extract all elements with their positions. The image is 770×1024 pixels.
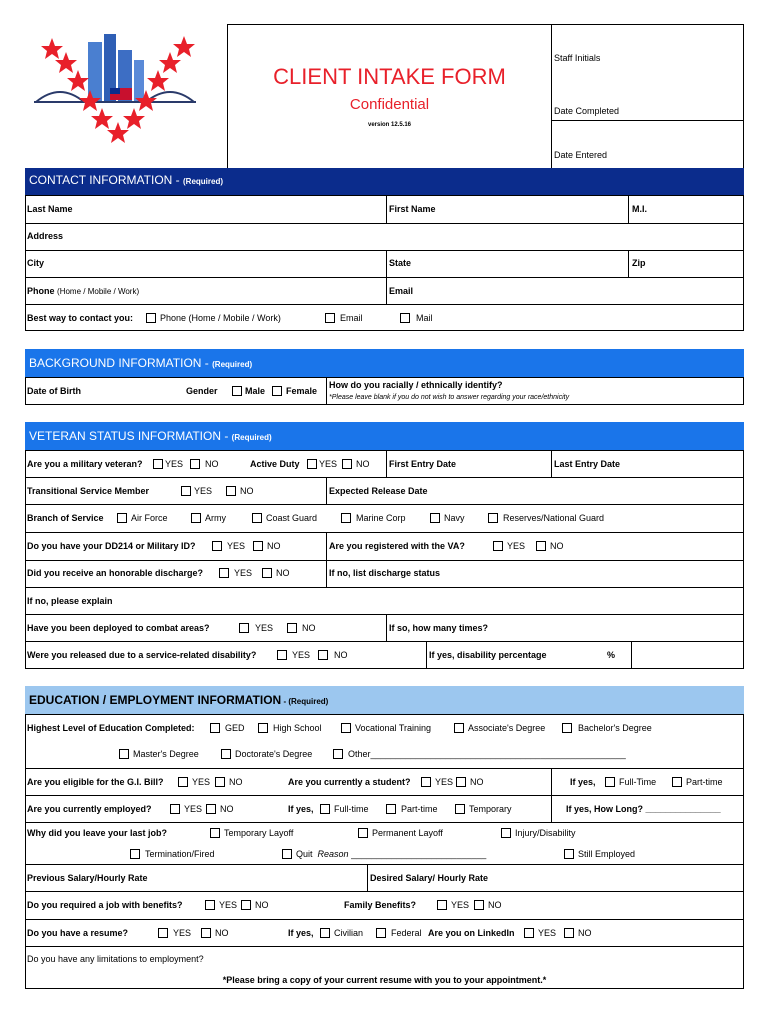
military-veteran-question: Are you a military veteran? — [27, 459, 143, 469]
combat-yes-checkbox[interactable] — [239, 623, 249, 633]
associate-label: Associate's Degree — [468, 723, 546, 733]
civilian-label: Civilian — [334, 928, 364, 938]
other-checkbox[interactable] — [333, 749, 343, 759]
linkedin-yes-label: YES — [538, 928, 557, 938]
ged-checkbox[interactable] — [210, 723, 220, 733]
desired-salary-label: Desired Salary/ Hourly Rate — [370, 873, 489, 883]
resume-yes-checkbox[interactable] — [158, 928, 168, 938]
vocational-label: Vocational Training — [355, 723, 432, 733]
reason-line: ___________________________ — [351, 849, 487, 859]
associate-checkbox[interactable] — [454, 723, 464, 733]
part-time-checkbox[interactable] — [672, 777, 682, 787]
honorable-no-checkbox[interactable] — [262, 568, 272, 578]
navy-checkbox[interactable] — [430, 513, 440, 523]
mail-checkbox[interactable] — [400, 313, 410, 323]
honorable-no-label: NO — [276, 568, 290, 578]
benefits-question: Do you required a job with benefits? — [27, 900, 183, 910]
benefits-no-checkbox[interactable] — [241, 900, 251, 910]
temp-layoff-checkbox[interactable] — [210, 828, 220, 838]
marine-corp-checkbox[interactable] — [341, 513, 351, 523]
date-completed-label: Date Completed — [554, 106, 620, 116]
reserves-checkbox[interactable] — [488, 513, 498, 523]
civilian-checkbox[interactable] — [320, 928, 330, 938]
veteran-no-checkbox[interactable] — [190, 459, 200, 469]
female-label: Female — [286, 386, 318, 396]
combat-question: Have you been deployed to combat areas? — [27, 623, 210, 633]
veteran-section-header — [25, 422, 744, 450]
active-no-checkbox[interactable] — [342, 459, 352, 469]
student-if-yes: If yes, — [570, 777, 596, 787]
gender-label: Gender — [186, 386, 218, 396]
emp-part-time-label: Part-time — [401, 804, 438, 814]
dd214-no-label: NO — [267, 541, 281, 551]
background-required: (Required) — [212, 360, 253, 369]
honorable-yes-label: YES — [234, 568, 253, 578]
linkedin-no-label: NO — [578, 928, 592, 938]
vocational-checkbox[interactable] — [341, 723, 351, 733]
quit-checkbox[interactable] — [282, 849, 292, 859]
termination-label: Termination/Fired — [145, 849, 215, 859]
form-title: CLIENT INTAKE FORM — [273, 64, 506, 89]
email-label: Email — [389, 286, 414, 296]
full-time-label: Full-Time — [619, 777, 657, 787]
last-entry-label: Last Entry Date — [554, 459, 621, 469]
coast-guard-checkbox[interactable] — [252, 513, 262, 523]
veteran-yes-checkbox[interactable] — [153, 459, 163, 469]
termination-checkbox[interactable] — [130, 849, 140, 859]
student-no-label: NO — [470, 777, 484, 787]
phone-label-text: Phone — [27, 286, 55, 296]
disability-pct-label: If yes, disability percentage — [429, 650, 547, 660]
emp-part-time-checkbox[interactable] — [386, 804, 396, 814]
marine-corp-label: Marine Corp — [356, 513, 406, 523]
highest-education-label: Highest Level of Education Completed: — [27, 723, 195, 733]
opt-email-label: Email — [340, 313, 363, 323]
dd214-yes-checkbox[interactable] — [212, 541, 222, 551]
state-label: State — [389, 258, 412, 268]
still-employed-label: Still Employed — [578, 849, 636, 859]
opt-phone-label: Phone (Home / Mobile / Work) — [160, 313, 281, 323]
navy-label: Navy — [444, 513, 465, 523]
gi-no-checkbox[interactable] — [215, 777, 225, 787]
transitional-yes-checkbox[interactable] — [181, 486, 191, 496]
temp-layoff-label: Temporary Layoff — [224, 828, 294, 838]
linkedin-question: Are you on LinkedIn — [428, 928, 515, 938]
student-yes-checkbox[interactable] — [421, 777, 431, 787]
reason-text: Reason — [317, 849, 349, 859]
veteran-no-label: NO — [205, 459, 219, 469]
logo-graphic — [30, 30, 200, 148]
active-yes-label: YES — [319, 459, 338, 469]
employed-question: Are you currently employed? — [27, 804, 152, 814]
disability-yes-checkbox[interactable] — [277, 650, 287, 660]
va-yes-label: YES — [507, 541, 526, 551]
how-many-label: If so, how many times? — [389, 623, 489, 633]
employed-if-yes: If yes, — [288, 804, 314, 814]
dd214-yes-label: YES — [227, 541, 246, 551]
active-yes-checkbox[interactable] — [307, 459, 317, 469]
emp-full-time-label: Full-time — [334, 804, 369, 814]
benefits-no-label: NO — [255, 900, 269, 910]
family-benefits-label: Family Benefits? — [344, 900, 417, 910]
veteran-required: (Required) — [231, 433, 272, 442]
bring-resume-note: *Please bring a copy of your current resume with you to your appointment.* — [222, 975, 547, 985]
va-yes-checkbox[interactable] — [493, 541, 503, 551]
discharge-status-label: If no, list discharge status — [329, 568, 441, 578]
employed-no-label: NO — [220, 804, 234, 814]
employed-yes-label: YES — [184, 804, 203, 814]
transitional-no-checkbox[interactable] — [226, 486, 236, 496]
phone-label — [27, 285, 139, 298]
army-label: Army — [205, 513, 226, 523]
student-yes-label: YES — [435, 777, 454, 787]
part-time-label: Part-time — [686, 777, 723, 787]
background-section-header — [25, 349, 744, 377]
high-school-label: High School — [273, 723, 322, 733]
benefits-yes-checkbox[interactable] — [205, 900, 215, 910]
va-no-checkbox[interactable] — [536, 541, 546, 551]
coast-guard-label: Coast Guard — [266, 513, 318, 523]
emp-temporary-label: Temporary — [469, 804, 512, 814]
logo — [30, 30, 200, 148]
gi-yes-label: YES — [192, 777, 211, 787]
other-label: Other___________________________________________________ — [348, 749, 626, 759]
federal-checkbox[interactable] — [376, 928, 386, 938]
pct-sign: % — [607, 650, 616, 660]
va-no-label: NO — [550, 541, 564, 551]
masters-label: Master's Degree — [133, 749, 199, 759]
branch-label: Branch of Service — [27, 513, 104, 523]
high-school-checkbox[interactable] — [258, 723, 268, 733]
full-time-checkbox[interactable] — [605, 777, 615, 787]
dob-label: Date of Birth — [27, 386, 81, 396]
family-yes-checkbox[interactable] — [437, 900, 447, 910]
disability-no-checkbox[interactable] — [318, 650, 328, 660]
explain-label: If no, please explain — [27, 596, 113, 606]
resume-yes-label: YES — [173, 928, 192, 938]
first-entry-label: First Entry Date — [389, 459, 457, 469]
student-no-checkbox[interactable] — [456, 777, 466, 787]
active-no-label: NO — [356, 459, 370, 469]
race-question: How do you racially / ethnically identify? — [329, 380, 503, 390]
staff-initials-field[interactable] — [552, 25, 743, 95]
injury-checkbox[interactable] — [501, 828, 511, 838]
gi-bill-question: Are you eligible for the G.I. Bill? — [27, 777, 164, 787]
prev-salary-label: Previous Salary/Hourly Rate — [27, 873, 148, 883]
contact-required: (Required) — [183, 177, 223, 186]
gi-no-label: NO — [229, 777, 243, 787]
female-checkbox[interactable] — [272, 386, 282, 396]
how-long-label: If yes, How Long? _______________ — [566, 804, 721, 814]
education-heading: EDUCATION / EMPLOYMENT INFORMATION — [29, 693, 282, 707]
resume-no-checkbox[interactable] — [201, 928, 211, 938]
linkedin-yes-checkbox[interactable] — [524, 928, 534, 938]
background-heading: BACKGROUND INFORMATION - — [29, 356, 213, 370]
quit-text: Quit — [296, 849, 313, 859]
air-force-label: Air Force — [131, 513, 168, 523]
email-checkbox[interactable] — [325, 313, 335, 323]
expected-release-label: Expected Release Date — [329, 486, 428, 496]
best-way-label: Best way to contact you: — [27, 313, 134, 323]
bachelor-label: Bachelor's Degree — [578, 723, 652, 733]
ged-label: GED — [225, 723, 245, 733]
family-yes-label: YES — [451, 900, 470, 910]
perm-layoff-checkbox[interactable] — [358, 828, 368, 838]
disability-yes-label: YES — [292, 650, 311, 660]
dd214-question: Do you have your DD214 or Military ID? — [27, 541, 196, 551]
combat-yes-label: YES — [255, 623, 274, 633]
reserves-label: Reserves/National Guard — [503, 513, 605, 523]
doctorate-label: Doctorate's Degree — [235, 749, 313, 759]
veteran-heading: VETERAN STATUS INFORMATION - — [29, 429, 232, 443]
student-question: Are you currently a student? — [288, 777, 411, 787]
why-left-question: Why did you leave your last job? — [27, 828, 168, 838]
doctorate-checkbox[interactable] — [221, 749, 231, 759]
dd214-no-checkbox[interactable] — [253, 541, 263, 551]
bachelor-checkbox[interactable] — [562, 723, 572, 733]
staff-initials-label: Staff Initials — [554, 53, 601, 63]
disability-question: Were you released due to a service-related disability? — [27, 650, 257, 660]
city-label: City — [27, 258, 45, 268]
disability-no-label: NO — [334, 650, 348, 660]
va-registered-question: Are you registered with the VA? — [329, 541, 465, 551]
opt-mail-label: Mail — [416, 313, 433, 323]
family-no-checkbox[interactable] — [474, 900, 484, 910]
honorable-question: Did you receive an honorable discharge? — [27, 568, 204, 578]
perm-layoff-label: Permanent Layoff — [372, 828, 443, 838]
injury-label: Injury/Disability — [515, 828, 576, 838]
form-version: version 12.5.16 — [367, 122, 412, 128]
male-checkbox[interactable] — [232, 386, 242, 396]
air-force-checkbox[interactable] — [117, 513, 127, 523]
employed-no-checkbox[interactable] — [206, 804, 216, 814]
resume-if-yes: If yes, — [288, 928, 314, 938]
active-duty-label: Active Duty — [250, 459, 300, 469]
date-entered-label: Date Entered — [554, 150, 608, 160]
army-checkbox[interactable] — [191, 513, 201, 523]
federal-label: Federal — [391, 928, 422, 938]
mi-label: M.I. — [632, 204, 647, 214]
male-label: Male — [245, 386, 266, 396]
last-name-label: Last Name — [27, 204, 73, 214]
transitional-label: Transitional Service Member — [27, 486, 150, 496]
education-required: - (Required) — [281, 697, 329, 706]
veteran-yes-label: YES — [165, 459, 184, 469]
phone-note: (Home / Mobile / Work) — [57, 287, 140, 296]
form-subtitle: Confidential — [349, 96, 430, 113]
resume-question: Do you have a resume? — [27, 928, 129, 938]
gi-yes-checkbox[interactable] — [178, 777, 188, 787]
honorable-yes-checkbox[interactable] — [219, 568, 229, 578]
quit-label — [296, 848, 486, 860]
combat-no-label: NO — [302, 623, 316, 633]
contact-heading: CONTACT INFORMATION - — [29, 173, 183, 187]
race-note: *Please leave blank if you do not wish to answer regarding your race/ethnicity — [329, 394, 570, 401]
address-label: Address — [27, 231, 64, 241]
emp-temporary-checkbox[interactable] — [455, 804, 465, 814]
limitations-question: Do you have any limitations to employment? — [27, 954, 204, 964]
still-employed-checkbox[interactable] — [564, 849, 574, 859]
benefits-yes-label: YES — [219, 900, 238, 910]
contact-section-header — [25, 168, 744, 195]
family-no-label: NO — [488, 900, 502, 910]
linkedin-no-checkbox[interactable] — [564, 928, 574, 938]
transitional-yes-label: YES — [194, 486, 213, 496]
phone-checkbox[interactable] — [146, 313, 156, 323]
combat-no-checkbox[interactable] — [287, 623, 297, 633]
zip-label: Zip — [632, 258, 646, 268]
education-section-header — [25, 686, 744, 714]
first-name-label: First Name — [389, 204, 436, 214]
transitional-no-label: NO — [240, 486, 254, 496]
emp-full-time-checkbox[interactable] — [320, 804, 330, 814]
employed-yes-checkbox[interactable] — [170, 804, 180, 814]
masters-checkbox[interactable] — [119, 749, 129, 759]
resume-no-label: NO — [215, 928, 229, 938]
